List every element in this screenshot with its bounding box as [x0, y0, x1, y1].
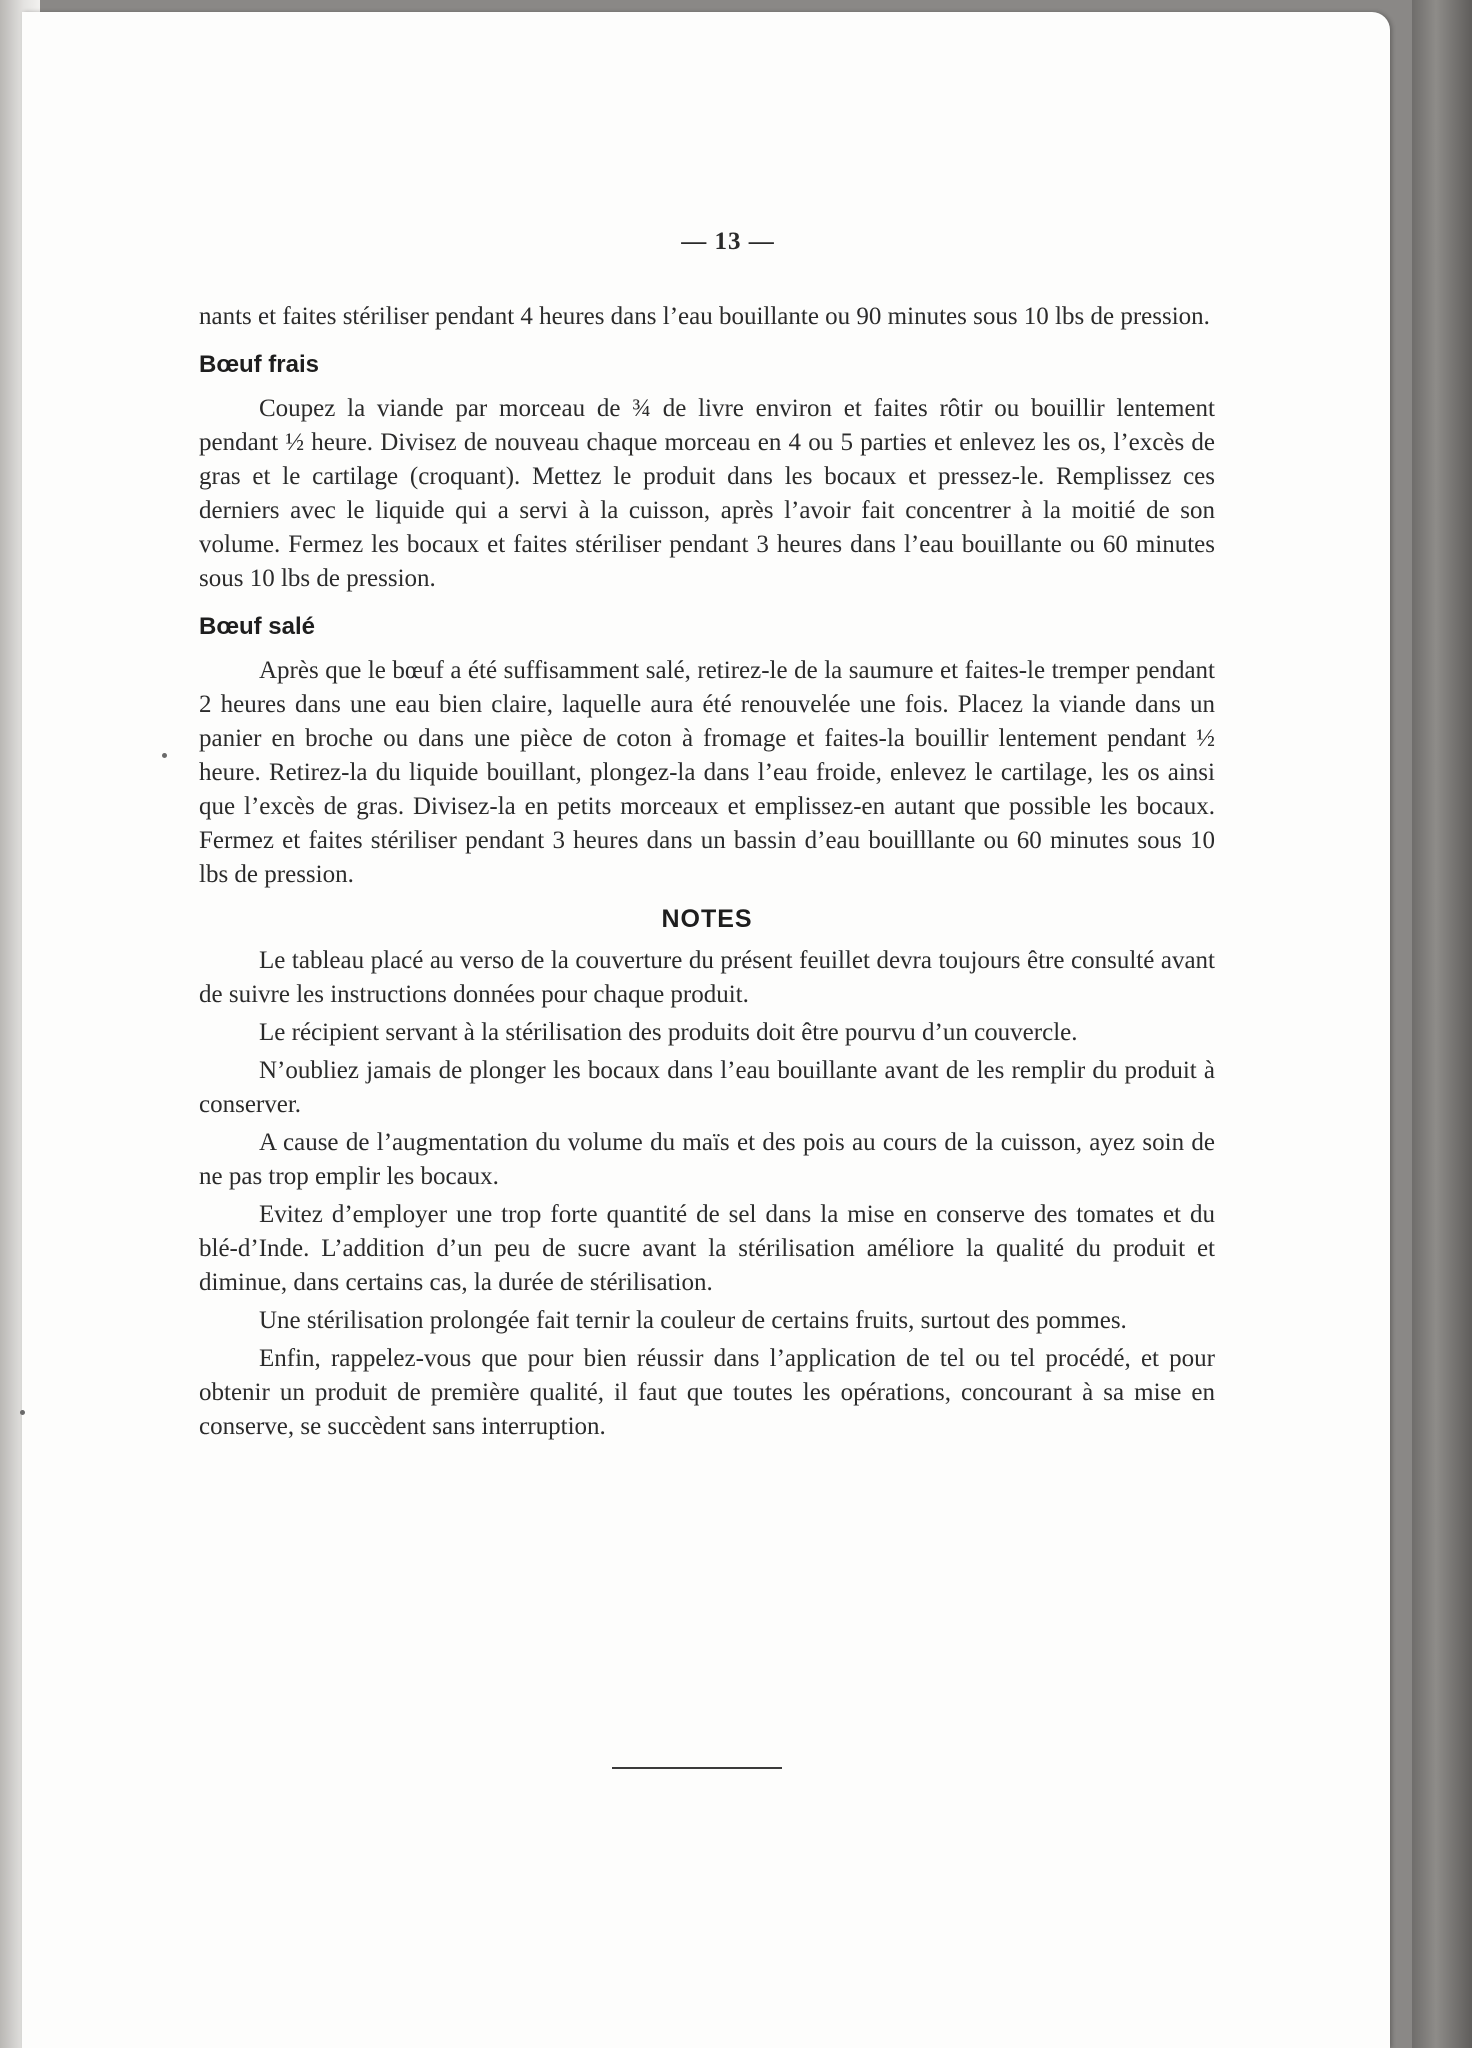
closing-rule: [612, 1767, 782, 1769]
scan-speck: [162, 753, 167, 758]
notes-paragraph: Evitez d’employer une trop forte quantité de sel dans la mise en conserve des tomates et du blé-d’Inde. L’addition d’un peu de sucre avant la stérilisation améliore la qualité du produit et diminue, dans certains cas, la durée de stérilisation.: [199, 1201, 1215, 1296]
notes-paragraph: A cause de l’augmentation du volume du maïs et des pois au cours de la cuisson, ayez soin de ne pas trop emplir les bocaux.: [199, 1129, 1215, 1190]
notes-heading: NOTES: [661, 905, 753, 933]
section-heading-boeuf-frais: Bœuf frais: [199, 351, 319, 378]
page-body: [199, 300, 1215, 1444]
notes-paragraph: Le récipient servant à la stérilisation des produits doit être pourvu d’un couvercle.: [259, 1019, 1078, 1046]
notes-paragraph: N’oubliez jamais de plonger les bocaux dans l’eau bouillante avant de les remplir du produit à conserver.: [199, 1057, 1215, 1118]
scan-speck: [20, 1410, 25, 1415]
notes-paragraph: Une stérilisation prolongée fait ternir la couleur de certains fruits, surtout des pommes.: [259, 1307, 1127, 1334]
scan-right-edge: [1412, 0, 1472, 2048]
continuation-paragraph: nants et faites stériliser pendant 4 heures dans l’eau bouillante ou 90 minutes sous 10 lbs de pression.: [199, 303, 1210, 330]
section-heading-boeuf-sale: Bœuf salé: [199, 613, 316, 640]
notes-paragraph: Le tableau placé au verso de la couverture du présent feuillet devra toujours être consulté avant de suivre les instructions données pour chaque produit.: [199, 947, 1215, 1008]
notes-paragraph: Enfin, rappelez-vous que pour bien réussir dans l’application de tel ou tel procédé, et pour obtenir un produit de première qualité, il faut que toutes les opérations, concourant à sa mise en conserve, se succèdent sans interruption.: [199, 1345, 1215, 1440]
section-paragraph-boeuf-frais: Coupez la viande par morceau de ¾ de livre environ et faites rôtir ou bouillir lentement pendant ½ heure. Divisez de nouveau chaque morceau en 4 ou 5 parties et enlevez les os, l’excès de gras et le cartilage (croquant). Mettez le produit dans les bocaux et pressez-le. Remplissez ces derniers avec le liquide qui a servi à la cuisson, après l’avoir fait concentrer à la moitié de son volume. Fermez les bocaux et faites stériliser pendant 3 heures dans l’eau bouillante ou 60 minutes sous 10 lbs de pression.: [199, 395, 1215, 592]
section-paragraph-boeuf-sale: Après que le bœuf a été suffisamment salé, retirez-le de la saumure et faites-le tremper pendant 2 heures dans une eau bien claire, laquelle aura été renouvelée une fois. Placez la viande dans un panier en broche ou dans une pièce de coton à fromage et faites-la bouillir lentement pendant ½ heure. Retirez-la du liquide bouillant, plongez-la dans l’eau froide, enlevez le cartilage, les os ainsi que l’excès de gras. Divisez-la en petits morceaux et emplissez-en autant que possible les bocaux. Fermez et faites stériliser pendant 3 heures dans un bassin d’eau bouilllante ou 60 minutes sous 10 lbs de pression.: [199, 657, 1215, 888]
page-number: — 13 —: [681, 228, 775, 255]
